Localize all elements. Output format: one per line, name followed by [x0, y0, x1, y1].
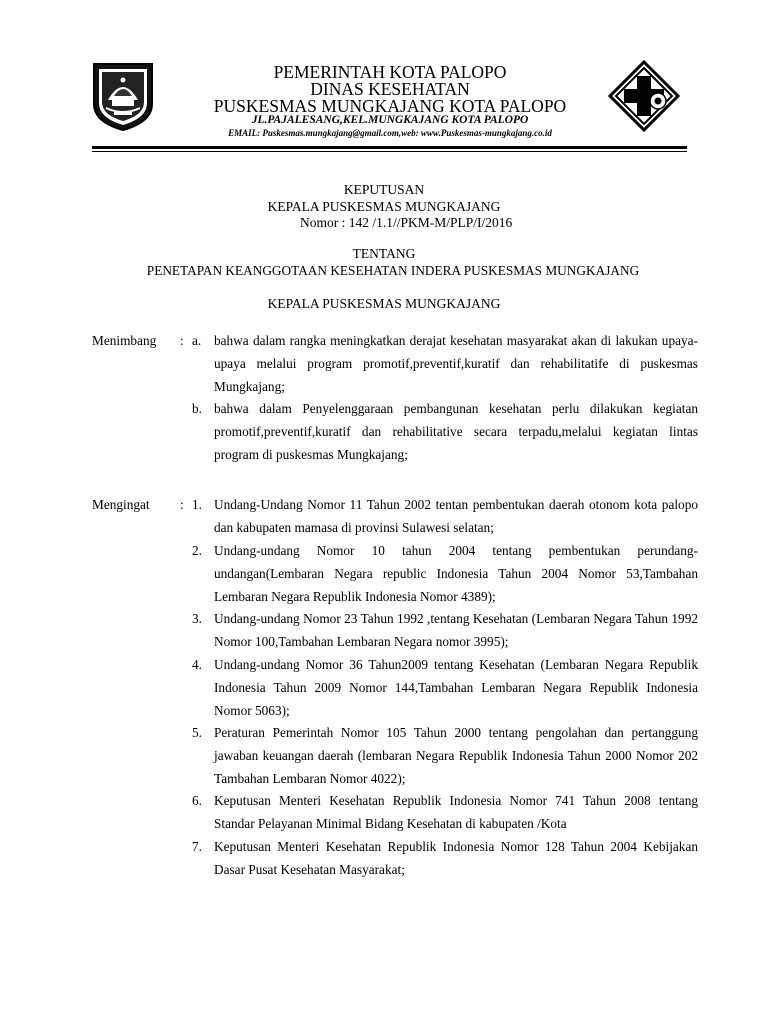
list-item-marker: 1.: [192, 497, 202, 512]
list-item-text: bahwa dalam rangka meningkatkan derajat kesehatan masyarakat akan di lakukan upaya-upaya melalui program promotif,preventif,kuratif dan rehabilitatife di puskesmas Mungkajang;: [214, 333, 698, 394]
letterhead-department: DINAS KESEHATAN: [310, 79, 470, 99]
menimbang-label: Menimbang: [92, 333, 157, 348]
list-item-marker: 2.: [192, 543, 202, 558]
decree-subject: PENETAPAN KEANGGOTAAN KESEHATAN INDERA PUSKESMAS MUNGKAJANG: [146, 263, 640, 278]
list-item-text: Keputusan Menteri Kesehatan Republik Indonesia Nomor 128 Tahun 2004 Kebijakan Dasar Pusat Kesehatan Masyarakat;: [214, 839, 698, 877]
letterhead-address: JL.PAJALESANG,KEL.MUNGKAJANG KOTA PALOPO: [251, 114, 529, 126]
mengingat-label: Mengingat: [92, 497, 150, 512]
letterhead-institution: PUSKESMAS MUNGKAJANG KOTA PALOPO: [213, 96, 567, 116]
mengingat-colon: :: [180, 497, 184, 512]
menimbang-colon: :: [180, 333, 184, 348]
decree-tentang: TENTANG: [352, 246, 416, 261]
palopo-city-emblem-icon: [92, 60, 154, 132]
list-item-marker: 3.: [192, 611, 202, 626]
letterhead-divider-thick: [92, 146, 687, 149]
list-item-marker: 6.: [192, 793, 202, 808]
list-item-marker: b.: [192, 401, 202, 416]
list-item-marker: a.: [192, 333, 202, 348]
letterhead-divider-thin: [92, 151, 687, 152]
letterhead-government: PEMERINTAH KOTA PALOPO: [273, 62, 507, 82]
list-item-marker: 4.: [192, 657, 202, 672]
decree-issuer: KEPALA PUSKESMAS MUNGKAJANG: [267, 296, 501, 311]
list-item-text: Keputusan Menteri Kesehatan Republik Indonesia Nomor 741 Tahun 2008 tentang Standar Pelayanan Minimal Bidang Kesehatan di kabupaten /Kota: [214, 793, 698, 831]
list-item-marker: 5.: [192, 725, 202, 740]
list-item-text: Peraturan Pemerintah Nomor 105 Tahun 2000 tentang pengolahan dan pertanggung jawaban keuangan daerah (lembaran Negara Republik Indonesia Tahun 2000 Nomor 202 Tambahan Lembaran Nomor 4022);: [214, 725, 698, 786]
decree-heading: KEPUTUSAN: [343, 182, 425, 197]
list-item-text: bahwa dalam Penyelenggaraan pembangunan kesehatan perlu dilakukan kegiatan promotif,preventif,kuratif dan rehabilitative secara terpadu,melalui kegiatan lintas program di puskesmas Mungkajang;: [214, 401, 698, 462]
list-item-text: Undang-undang Nomor 10 tahun 2004 tentang pembentukan perundang-undangan(Lembaran Negara republic Indonesia Tahun 2004 Nomor 53,Tambahan Lembaran Negara Republik Indonesia Nomor 4389);: [214, 543, 698, 604]
decree-number: Nomor : 142 /1.1//PKM-M/PLP/I/2016: [300, 215, 513, 230]
list-item-marker: 7.: [192, 839, 202, 854]
decree-office: KEPALA PUSKESMAS MUNGKAJANG: [267, 199, 501, 214]
list-item-text: Undang-Undang Nomor 11 Tahun 2002 tentan pembentukan daerah otonom kota palopo dan kabupaten mamasa di provinsi Sulawesi selatan;: [214, 497, 698, 535]
list-item-text: Undang-undang Nomor 36 Tahun2009 tentang Kesehatan (Lembaran Negara Republik Indonesia Tahun 2009 Nomor 144,Tambahan Lembaran Negara Republik Indonesia Nomor 5063);: [214, 657, 698, 718]
list-item-text: Undang-undang Nomor 23 Tahun 1992 ,tentang Kesehatan (Lembaran Negara Tahun 1992 Nomor 100,Tambahan Lembaran Negara nomor 3995);: [214, 611, 698, 649]
letterhead-contact: EMAIL: Puskesmas.mungkajang@gmail.com,web: www.Puskesmas-mungkajang.co.id: [228, 128, 552, 138]
